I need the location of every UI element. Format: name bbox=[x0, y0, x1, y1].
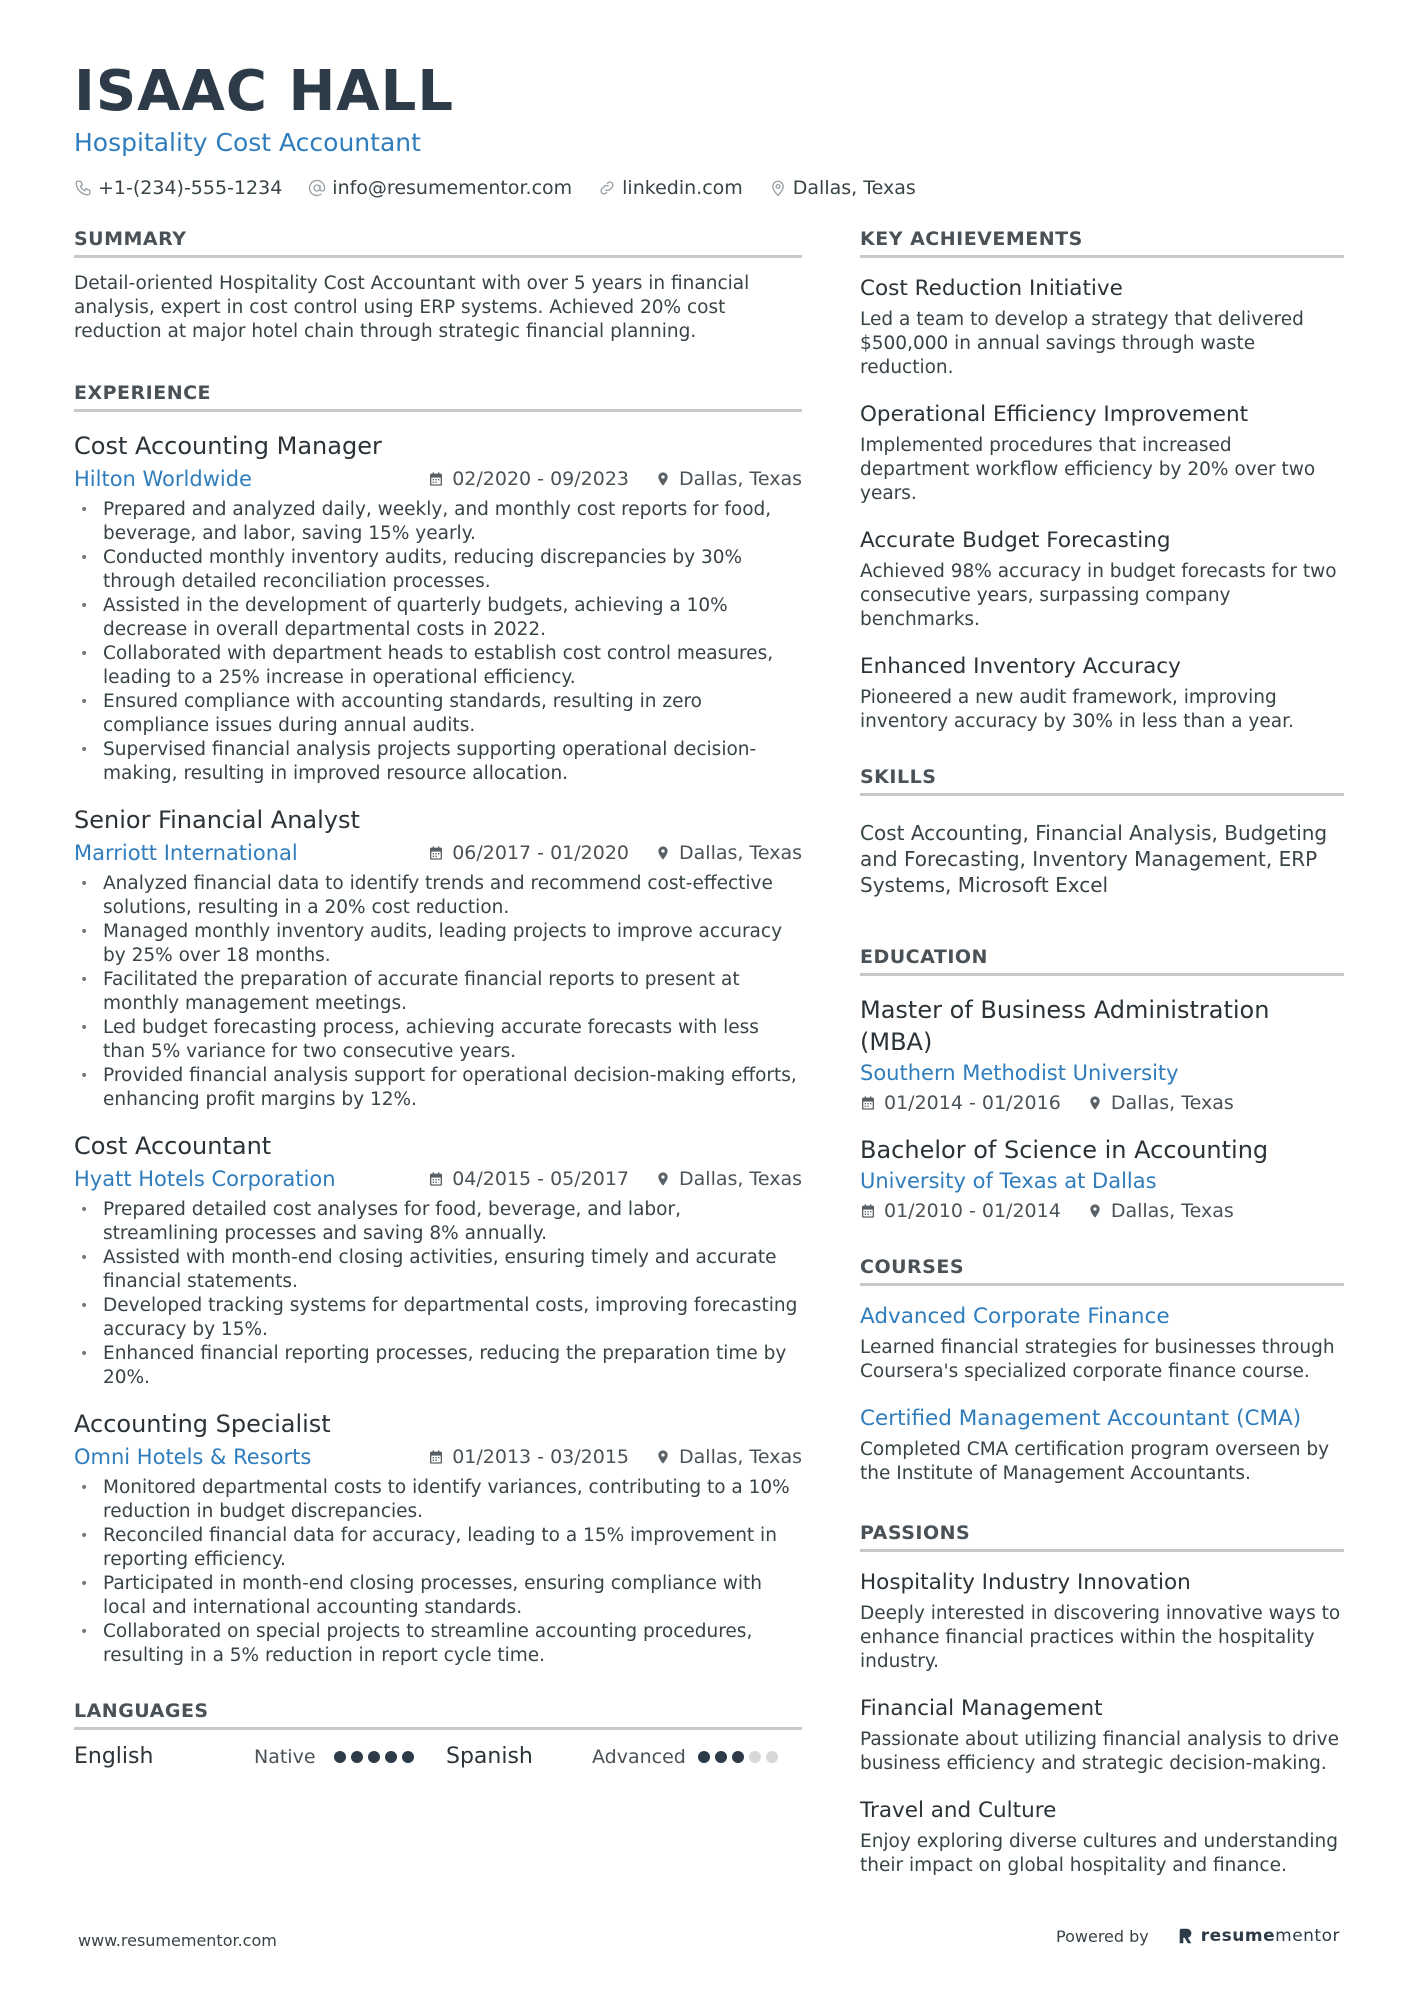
course-list bbox=[860, 1302, 1344, 1486]
bullet-item: • Participated in month-end closing processes, ensuring compliance with local and international accounting standards. bbox=[74, 1572, 802, 1620]
map-pin-icon bbox=[655, 845, 671, 861]
school-name: University of Texas at Dallas bbox=[860, 1169, 1157, 1193]
candidate-name: ISAAC HALL bbox=[74, 59, 455, 124]
bullet-item: • Supervised financial analysis projects supporting operational decision-making, resulting in improved resource allocation. bbox=[74, 738, 802, 786]
location-text: Dallas, Texas bbox=[1110, 1200, 1234, 1222]
dates-text: 06/2017 - 01/2020 bbox=[452, 842, 630, 864]
passion-title: Financial Management bbox=[860, 1696, 1103, 1721]
dates-text: 01/2010 - 01/2014 bbox=[884, 1200, 1061, 1222]
course-item bbox=[860, 1302, 1344, 1384]
job-entry bbox=[74, 1408, 802, 1668]
dot-empty bbox=[766, 1751, 778, 1763]
dot-filled bbox=[715, 1751, 727, 1763]
job-meta bbox=[74, 1442, 802, 1472]
experience-section bbox=[74, 380, 802, 1668]
job-bullets bbox=[74, 872, 802, 1112]
achievement-title: Accurate Budget Forecasting bbox=[860, 528, 1171, 553]
brand-bold: resume bbox=[1200, 1926, 1276, 1946]
location-text: Dallas, Texas bbox=[679, 468, 802, 490]
education-meta bbox=[860, 1092, 1344, 1114]
calendar-icon bbox=[860, 1203, 876, 1219]
bullet-item: • Assisted with month-end closing activities, ensuring timely and accurate financial statements. bbox=[74, 1246, 802, 1294]
passion-item bbox=[860, 1694, 1344, 1776]
location-text: Dallas, Texas bbox=[679, 1446, 802, 1468]
job-dates bbox=[428, 842, 629, 864]
contact-phone bbox=[74, 177, 282, 199]
dot-filled bbox=[385, 1751, 397, 1763]
dot-filled bbox=[334, 1751, 346, 1763]
achievements-heading: KEY ACHIEVEMENTS bbox=[860, 226, 1344, 258]
dot-filled bbox=[698, 1751, 710, 1763]
job-title: Senior Financial Analyst bbox=[74, 806, 360, 834]
language-level: Native bbox=[254, 1745, 316, 1768]
job-title: Cost Accounting Manager bbox=[74, 432, 382, 460]
bullet-item: • Provided financial analysis support for operational decision-making efforts, enhancing profit margins by 12%. bbox=[74, 1064, 802, 1112]
bullet-item: • Reconciled financial data for accuracy, leading to a 15% improvement in reporting efficiency. bbox=[74, 1524, 802, 1572]
job-dates bbox=[860, 1092, 1061, 1114]
language-item bbox=[446, 1744, 802, 1769]
job-meta bbox=[74, 838, 802, 868]
summary-heading: SUMMARY bbox=[74, 226, 802, 258]
achievement-list bbox=[860, 274, 1344, 734]
company-name: Hyatt Hotels Corporation bbox=[74, 1167, 336, 1191]
job-dates bbox=[428, 1446, 629, 1468]
resume-header bbox=[74, 58, 1344, 199]
school-name: Southern Methodist University bbox=[860, 1061, 1179, 1085]
language-name: English bbox=[74, 1744, 154, 1769]
job-meta bbox=[74, 1164, 802, 1194]
job-meta bbox=[74, 464, 802, 494]
language-proficiency-dots bbox=[334, 1751, 414, 1763]
courses-heading: COURSES bbox=[860, 1254, 1344, 1286]
map-pin-icon bbox=[655, 1449, 671, 1465]
company-name: Hilton Worldwide bbox=[74, 467, 252, 491]
job-location bbox=[655, 842, 802, 864]
map-pin-icon bbox=[1087, 1203, 1103, 1219]
languages-section bbox=[74, 1698, 802, 1769]
bullet-item: • Monitored departmental costs to identify variances, contributing to a 10% reduction in budget discrepancies. bbox=[74, 1476, 802, 1524]
job-location bbox=[655, 1168, 802, 1190]
dates-text: 04/2015 - 05/2017 bbox=[452, 1168, 630, 1190]
passion-title: Travel and Culture bbox=[860, 1798, 1057, 1823]
bullet-item: • Assisted in the development of quarterly budgets, achieving a 10% decrease in overall departmental costs in 2022. bbox=[74, 594, 802, 642]
job-bullets bbox=[74, 498, 802, 786]
calendar-icon bbox=[428, 1171, 444, 1187]
bullet-item: • Conducted monthly inventory audits, reducing discrepancies by 30% through detailed reconciliation processes. bbox=[74, 546, 802, 594]
map-pin-icon bbox=[655, 1171, 671, 1187]
dates-text: 01/2013 - 03/2015 bbox=[452, 1446, 630, 1468]
degree-title: Master of Business Administration (MBA) bbox=[860, 996, 1270, 1056]
passion-item bbox=[860, 1568, 1344, 1674]
summary-text: Detail-oriented Hospitality Cost Accountant with over 5 years in financial analysis, expert in cost control using ERP systems. Achieved 20% cost reduction at major hotel chain through strategic financial planning. bbox=[74, 273, 750, 342]
link-icon bbox=[598, 179, 616, 197]
job-location bbox=[655, 1446, 802, 1468]
contact-linkedin-text[interactable]: linkedin.com bbox=[622, 177, 743, 199]
dates-text: 02/2020 - 09/2023 bbox=[452, 468, 630, 490]
footer-branding bbox=[1056, 1926, 1340, 1946]
location-text: Dallas, Texas bbox=[1110, 1092, 1234, 1114]
job-title: Cost Accountant bbox=[74, 1132, 272, 1160]
achievement-title: Enhanced Inventory Accuracy bbox=[860, 654, 1181, 679]
job-bullets bbox=[74, 1198, 802, 1390]
language-name: Spanish bbox=[446, 1744, 533, 1769]
brand-light: mentor bbox=[1275, 1926, 1340, 1946]
job-dates bbox=[428, 468, 629, 490]
course-item bbox=[860, 1404, 1344, 1486]
passion-list bbox=[860, 1568, 1344, 1878]
location-text: Dallas, Texas bbox=[679, 842, 802, 864]
bullet-item: • Led budget forecasting process, achieving accurate forecasts with less than 5% variance for two consecutive years. bbox=[74, 1016, 802, 1064]
calendar-icon bbox=[860, 1095, 876, 1111]
contact-location-text: Dallas, Texas bbox=[792, 177, 916, 199]
achievement-desc: Implemented procedures that increased department workflow efficiency by 20% over two years. bbox=[860, 435, 1316, 504]
powered-by-label: Powered by bbox=[1056, 1926, 1149, 1946]
contact-linkedin[interactable] bbox=[598, 177, 743, 199]
contact-location bbox=[769, 177, 916, 199]
achievement-desc: Led a team to develop a strategy that delivered $500,000 in annual savings through waste reduction. bbox=[860, 309, 1304, 378]
language-list bbox=[74, 1744, 802, 1769]
passion-item bbox=[860, 1796, 1344, 1878]
job-meta-right bbox=[428, 468, 802, 490]
achievement-title: Cost Reduction Initiative bbox=[860, 276, 1123, 301]
course-title[interactable]: Certified Management Accountant (CMA) bbox=[860, 1406, 1302, 1431]
skills-heading: SKILLS bbox=[860, 764, 1344, 796]
bullet-item: • Prepared and analyzed daily, weekly, and monthly cost reports for food, beverage, and labor, saving 15% yearly. bbox=[74, 498, 802, 546]
company-name: Marriott International bbox=[74, 841, 298, 865]
bullet-item: • Ensured compliance with accounting standards, resulting in zero compliance issues during annual audits. bbox=[74, 690, 802, 738]
company-name: Omni Hotels & Resorts bbox=[74, 1445, 312, 1469]
contact-email[interactable] bbox=[308, 177, 572, 199]
bullet-item: • Collaborated on special projects to streamline accounting procedures, resulting in a 5% reduction in report cycle time. bbox=[74, 1620, 802, 1668]
job-list bbox=[74, 430, 802, 1668]
at-icon bbox=[308, 179, 326, 197]
courses-section bbox=[860, 1254, 1344, 1486]
bullet-item: • Prepared detailed cost analyses for food, beverage, and labor, streamlining processes and saving 8% annually. bbox=[74, 1198, 802, 1246]
job-meta-right bbox=[428, 1168, 802, 1190]
map-pin-icon bbox=[655, 471, 671, 487]
bullet-item: • Facilitated the preparation of accurate financial reports to present at monthly management meetings. bbox=[74, 968, 802, 1016]
achievement-item bbox=[860, 526, 1344, 632]
dot-empty bbox=[749, 1751, 761, 1763]
achievement-item bbox=[860, 274, 1344, 380]
left-column bbox=[74, 226, 802, 1805]
dot-filled bbox=[351, 1751, 363, 1763]
contact-bar bbox=[74, 177, 1344, 199]
job-dates bbox=[428, 1168, 629, 1190]
passions-heading: PASSIONS bbox=[860, 1520, 1344, 1552]
education-section bbox=[860, 944, 1344, 1222]
job-location bbox=[655, 468, 802, 490]
passion-desc: Enjoy exploring diverse cultures and understanding their impact on global hospitality and finance. bbox=[860, 1831, 1339, 1876]
achievements-section bbox=[860, 226, 1344, 734]
passions-section bbox=[860, 1520, 1344, 1878]
achievement-item bbox=[860, 400, 1344, 506]
education-meta bbox=[860, 1200, 1344, 1222]
job-meta-right bbox=[428, 1446, 802, 1468]
location-text: Dallas, Texas bbox=[679, 1168, 802, 1190]
brand-mark-icon bbox=[1177, 1927, 1195, 1945]
bullet-item: • Collaborated with department heads to establish cost control measures, leading to a 25% increase in operational efficiency. bbox=[74, 642, 802, 690]
achievement-desc: Achieved 98% accuracy in budget forecasts for two consecutive years, surpassing company benchmarks. bbox=[860, 561, 1337, 630]
languages-heading: LANGUAGES bbox=[74, 1698, 802, 1730]
degree-title: Bachelor of Science in Accounting bbox=[860, 1136, 1269, 1164]
language-item bbox=[74, 1744, 446, 1769]
footer-website[interactable]: www.resumementor.com bbox=[78, 1931, 277, 1950]
map-pin-icon bbox=[1087, 1095, 1103, 1111]
right-column bbox=[860, 226, 1344, 1914]
education-list bbox=[860, 994, 1344, 1222]
passion-title: Hospitality Industry Innovation bbox=[860, 1570, 1191, 1595]
achievement-desc: Pioneered a new audit framework, improving inventory accuracy by 30% in less than a year. bbox=[860, 687, 1294, 732]
passion-desc: Passionate about utilizing financial analysis to drive business efficiency and strategic decision-making. bbox=[860, 1729, 1339, 1774]
job-entry bbox=[74, 1130, 802, 1390]
job-entry bbox=[74, 430, 802, 786]
dot-filled bbox=[368, 1751, 380, 1763]
job-dates bbox=[860, 1200, 1061, 1222]
job-entry bbox=[74, 804, 802, 1112]
map-pin-icon bbox=[769, 179, 787, 197]
dot-filled bbox=[402, 1751, 414, 1763]
phone-icon bbox=[74, 179, 92, 197]
education-heading: EDUCATION bbox=[860, 944, 1344, 976]
language-level: Advanced bbox=[592, 1745, 686, 1768]
calendar-icon bbox=[428, 845, 444, 861]
calendar-icon bbox=[428, 1449, 444, 1465]
job-title: Accounting Specialist bbox=[74, 1410, 331, 1438]
language-proficiency-dots bbox=[698, 1751, 778, 1763]
brand-logo[interactable] bbox=[1177, 1926, 1340, 1946]
bullet-item: • Enhanced financial reporting processes, reducing the preparation time by 20%. bbox=[74, 1342, 802, 1390]
calendar-icon bbox=[428, 471, 444, 487]
candidate-role: Hospitality Cost Accountant bbox=[74, 128, 421, 157]
job-location bbox=[1087, 1092, 1234, 1114]
summary-section bbox=[74, 226, 802, 344]
bullet-item: • Managed monthly inventory audits, leading projects to improve accuracy by 25% over 18 months. bbox=[74, 920, 802, 968]
course-desc: Learned financial strategies for businesses through Coursera's specialized corporate finance course. bbox=[860, 1337, 1335, 1382]
job-location bbox=[1087, 1200, 1234, 1222]
course-title[interactable]: Advanced Corporate Finance bbox=[860, 1304, 1170, 1329]
job-meta-right bbox=[428, 842, 802, 864]
job-bullets bbox=[74, 1476, 802, 1668]
bullet-item: • Analyzed financial data to identify trends and recommend cost-effective solutions, resulting in a 20% cost reduction. bbox=[74, 872, 802, 920]
skills-section bbox=[860, 764, 1344, 898]
course-desc: Completed CMA certification program overseen by the Institute of Management Accountants. bbox=[860, 1439, 1330, 1484]
education-item bbox=[860, 994, 1344, 1114]
dot-filled bbox=[732, 1751, 744, 1763]
achievement-item bbox=[860, 652, 1344, 734]
achievement-title: Operational Efficiency Improvement bbox=[860, 402, 1249, 427]
passion-desc: Deeply interested in discovering innovative ways to enhance financial practices within the hospitality industry. bbox=[860, 1603, 1341, 1672]
experience-heading: EXPERIENCE bbox=[74, 380, 802, 412]
contact-phone-text: +1-(234)-555-1234 bbox=[98, 177, 283, 199]
skills-text: Cost Accounting, Financial Analysis, Budgeting and Forecasting, Inventory Management, ERP Systems, Microsoft Excel bbox=[860, 821, 1328, 897]
education-item bbox=[860, 1134, 1344, 1222]
contact-email-text[interactable]: info@resumementor.com bbox=[332, 177, 573, 199]
bullet-item: • Developed tracking systems for departmental costs, improving forecasting accuracy by 15%. bbox=[74, 1294, 802, 1342]
dates-text: 01/2014 - 01/2016 bbox=[884, 1092, 1061, 1114]
